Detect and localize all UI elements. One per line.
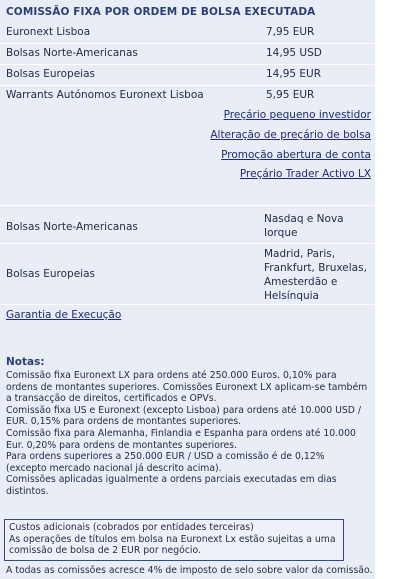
exchange-label: Bolsas Norte-Americanas [6,221,138,233]
fee-price: 14,95 EUR [266,68,322,80]
notes-title: Notas: [6,356,45,368]
divider [0,43,375,44]
additional-costs-box [4,519,344,561]
section-title: COMISSÃO FIXA POR ORDEM DE BOLSA EXECUTADA [6,6,316,18]
fee-price: 14,95 USD [266,47,322,59]
link-precario-pequeno-investidor[interactable]: Preçário pequeno investidor [223,109,371,121]
link-promocao-abertura[interactable]: Promoção abertura de conta [221,149,371,161]
fee-market: Warrants Autónomos Euronext Lisboa [6,89,204,101]
fee-row [6,47,322,59]
link-alteracao-precario[interactable]: Alteração de preçário de bolsa [210,129,371,141]
note-item: Comissões aplicadas igualmente a ordens parciais executadas em dias distintos. [6,474,337,497]
fee-price: 5,95 EUR [266,89,315,101]
note-item: Comissão fixa para Alemanha, Finlandia e Espanha para ordens até 10.000 Eur. 0,20% para ordens de montantes superiores. [6,427,356,451]
fee-market: Bolsas Norte-Americanas [6,47,138,59]
divider [0,205,375,206]
fee-row [6,89,315,101]
note-item: Comissão fixa Euronext LX para ordens até 250.000 Euros. 0,10% para ordens de montantes superiores. Comissões Euronext LX aplicam-se também a transacção de direitos, certificados e OPVs. [6,370,368,405]
stamp-duty-note: A todas as comissões acresce 4% de imposto de selo sobre valor da comissão. [6,565,373,576]
exchange-value: Madrid, Paris, Frankfurt, Bruxelas, Amesterdão e Helsínquia [264,248,367,302]
notes-block [6,370,368,498]
link-precario-trader-activo[interactable]: Preçário Trader Activo LX [239,168,371,180]
exchange-label: Bolsas Europeias [6,268,96,280]
divider [0,85,375,86]
fee-row [6,68,322,80]
note-item: Para ordens superiores a 250.000 EUR / USD a comissão é de 0,12% (excepto mercado nacional já descrito acima). [6,451,325,474]
fee-market: Bolsas Europeias [6,68,96,80]
divider [0,64,375,65]
note-item: Comissão fixa US e Euronext (excepto Lisboa) para ordens até 10.000 USD / EUR. 0,15% para ordens de montantes superiores. [6,404,362,428]
fee-market: Euronext Lisboa [6,26,91,38]
additional-costs-title: Custos adicionais (cobrados por entidades terceiras) [9,522,254,533]
fee-price: 7,95 EUR [266,26,315,38]
divider [0,304,375,305]
guarantee-link[interactable]: Garantia de Execução [6,309,122,321]
exchange-value: Nasdaq e Nova Iorque [264,213,344,239]
additional-costs-text: As operações de títulos em bolsa na Euronext Lx estão sujeitas a uma comissão de bolsa de 2 EUR por negócio. [9,533,336,557]
fee-row [6,26,315,38]
divider [0,243,375,244]
